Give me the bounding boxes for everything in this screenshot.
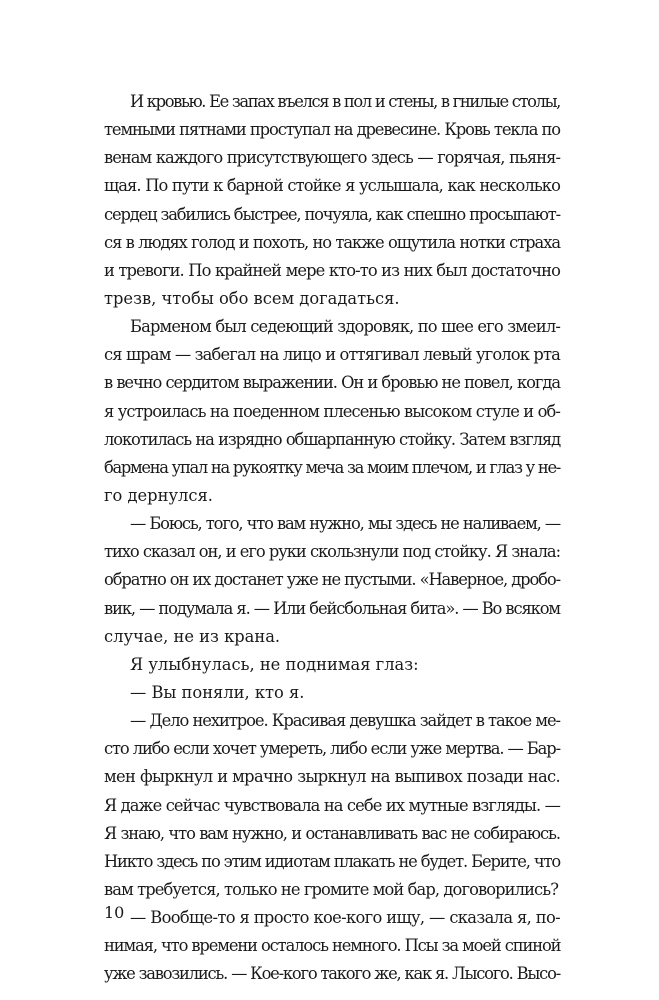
text-line: трезв, чтобы обо всем догадаться. — [104, 288, 400, 308]
text-line: ся шрам — забегал на лицо и оттягивал левый уголок рта — [104, 345, 560, 365]
text-line: И кровью. Ее запах въелся в пол и стены, в гнилые столы, — [130, 92, 560, 111]
text-line: темными пятнами проступал на древесине. Кровь текла по — [104, 120, 560, 140]
text-line: обратно он их достанет уже не пустыми. «Наверное, дробо- — [104, 570, 560, 590]
text-line: локотилась на изрядно обшарпанную стойку. Затем взгляд — [104, 429, 560, 449]
text-line: уже завозились. — Кое-кого такого же, как я. Лысого. Высо- — [104, 964, 560, 984]
page-number: 10 — [104, 903, 125, 922]
text-line: щая. По пути к барной стойке я услышала, как несколько — [104, 176, 560, 196]
text-line: в вечно сердитом выражении. Он и бровью не повел, когда — [104, 373, 560, 393]
text-line: ся в людях голод и похоть, но также ощутила нотки страха — [104, 232, 560, 252]
text-line: Никто здесь по этим идиотам плакать не будет. Берите, что — [104, 851, 560, 871]
text-line: бармена упал на рукоятку меча за моим плечом, и глаз у не- — [104, 457, 560, 477]
text-line: сердец забились быстрее, почуяла, как спешно просыпают- — [104, 204, 560, 224]
text-line: Я даже сейчас чувствовала на себе их мутные взгляды. — — [104, 795, 560, 815]
text-line: и тревоги. По крайней мере кто-то из них был достаточно — [104, 260, 560, 280]
page-body-text — [104, 88, 560, 989]
text-line: Я знаю, что вам нужно, и останавливать вас не собираюсь. — [104, 823, 560, 843]
text-line: — Вы поняли, кто я. — [130, 682, 305, 702]
text-line: вик, — подумала я. — Или бейсбольная бита». — Во всяком — [104, 598, 560, 618]
text-line: сто либо если хочет умереть, либо если уже мертва. — Бар- — [104, 739, 560, 759]
text-line: — Боюсь, того, что вам нужно, мы здесь не наливаем, — — [130, 514, 560, 534]
text-line: мен фыркнул и мрачно зыркнул на выпивох позади нас. — [104, 767, 560, 787]
text-line: Я улыбнулась, не поднимая глаз: — [130, 654, 419, 674]
text-line: — Дело нехитрое. Красивая девушка зайдет в такое ме- — [130, 711, 560, 731]
text-line: венам каждого присутствующего здесь — горячая, пьяня- — [104, 148, 560, 168]
text-line: го дернулся. — [104, 485, 213, 505]
text-line: Барменом был седеющий здоровяк, по шее его змеил- — [130, 317, 560, 337]
text-line: нимая, что времени осталось немного. Псы за моей спиной — [104, 936, 561, 956]
text-line: вам требуется, только не громите мой бар, договорились? — [104, 879, 559, 899]
text-line: — Вообще-то я просто кое-кого ищу, — сказала я, по- — [130, 908, 560, 928]
text-line: я устроилась на поеденном плесенью высоком стуле и об- — [104, 401, 560, 421]
text-line: случае, не из крана. — [104, 626, 281, 646]
text-line: тихо сказал он, и его руки скользнули под стойку. Я знала: — [104, 542, 560, 562]
